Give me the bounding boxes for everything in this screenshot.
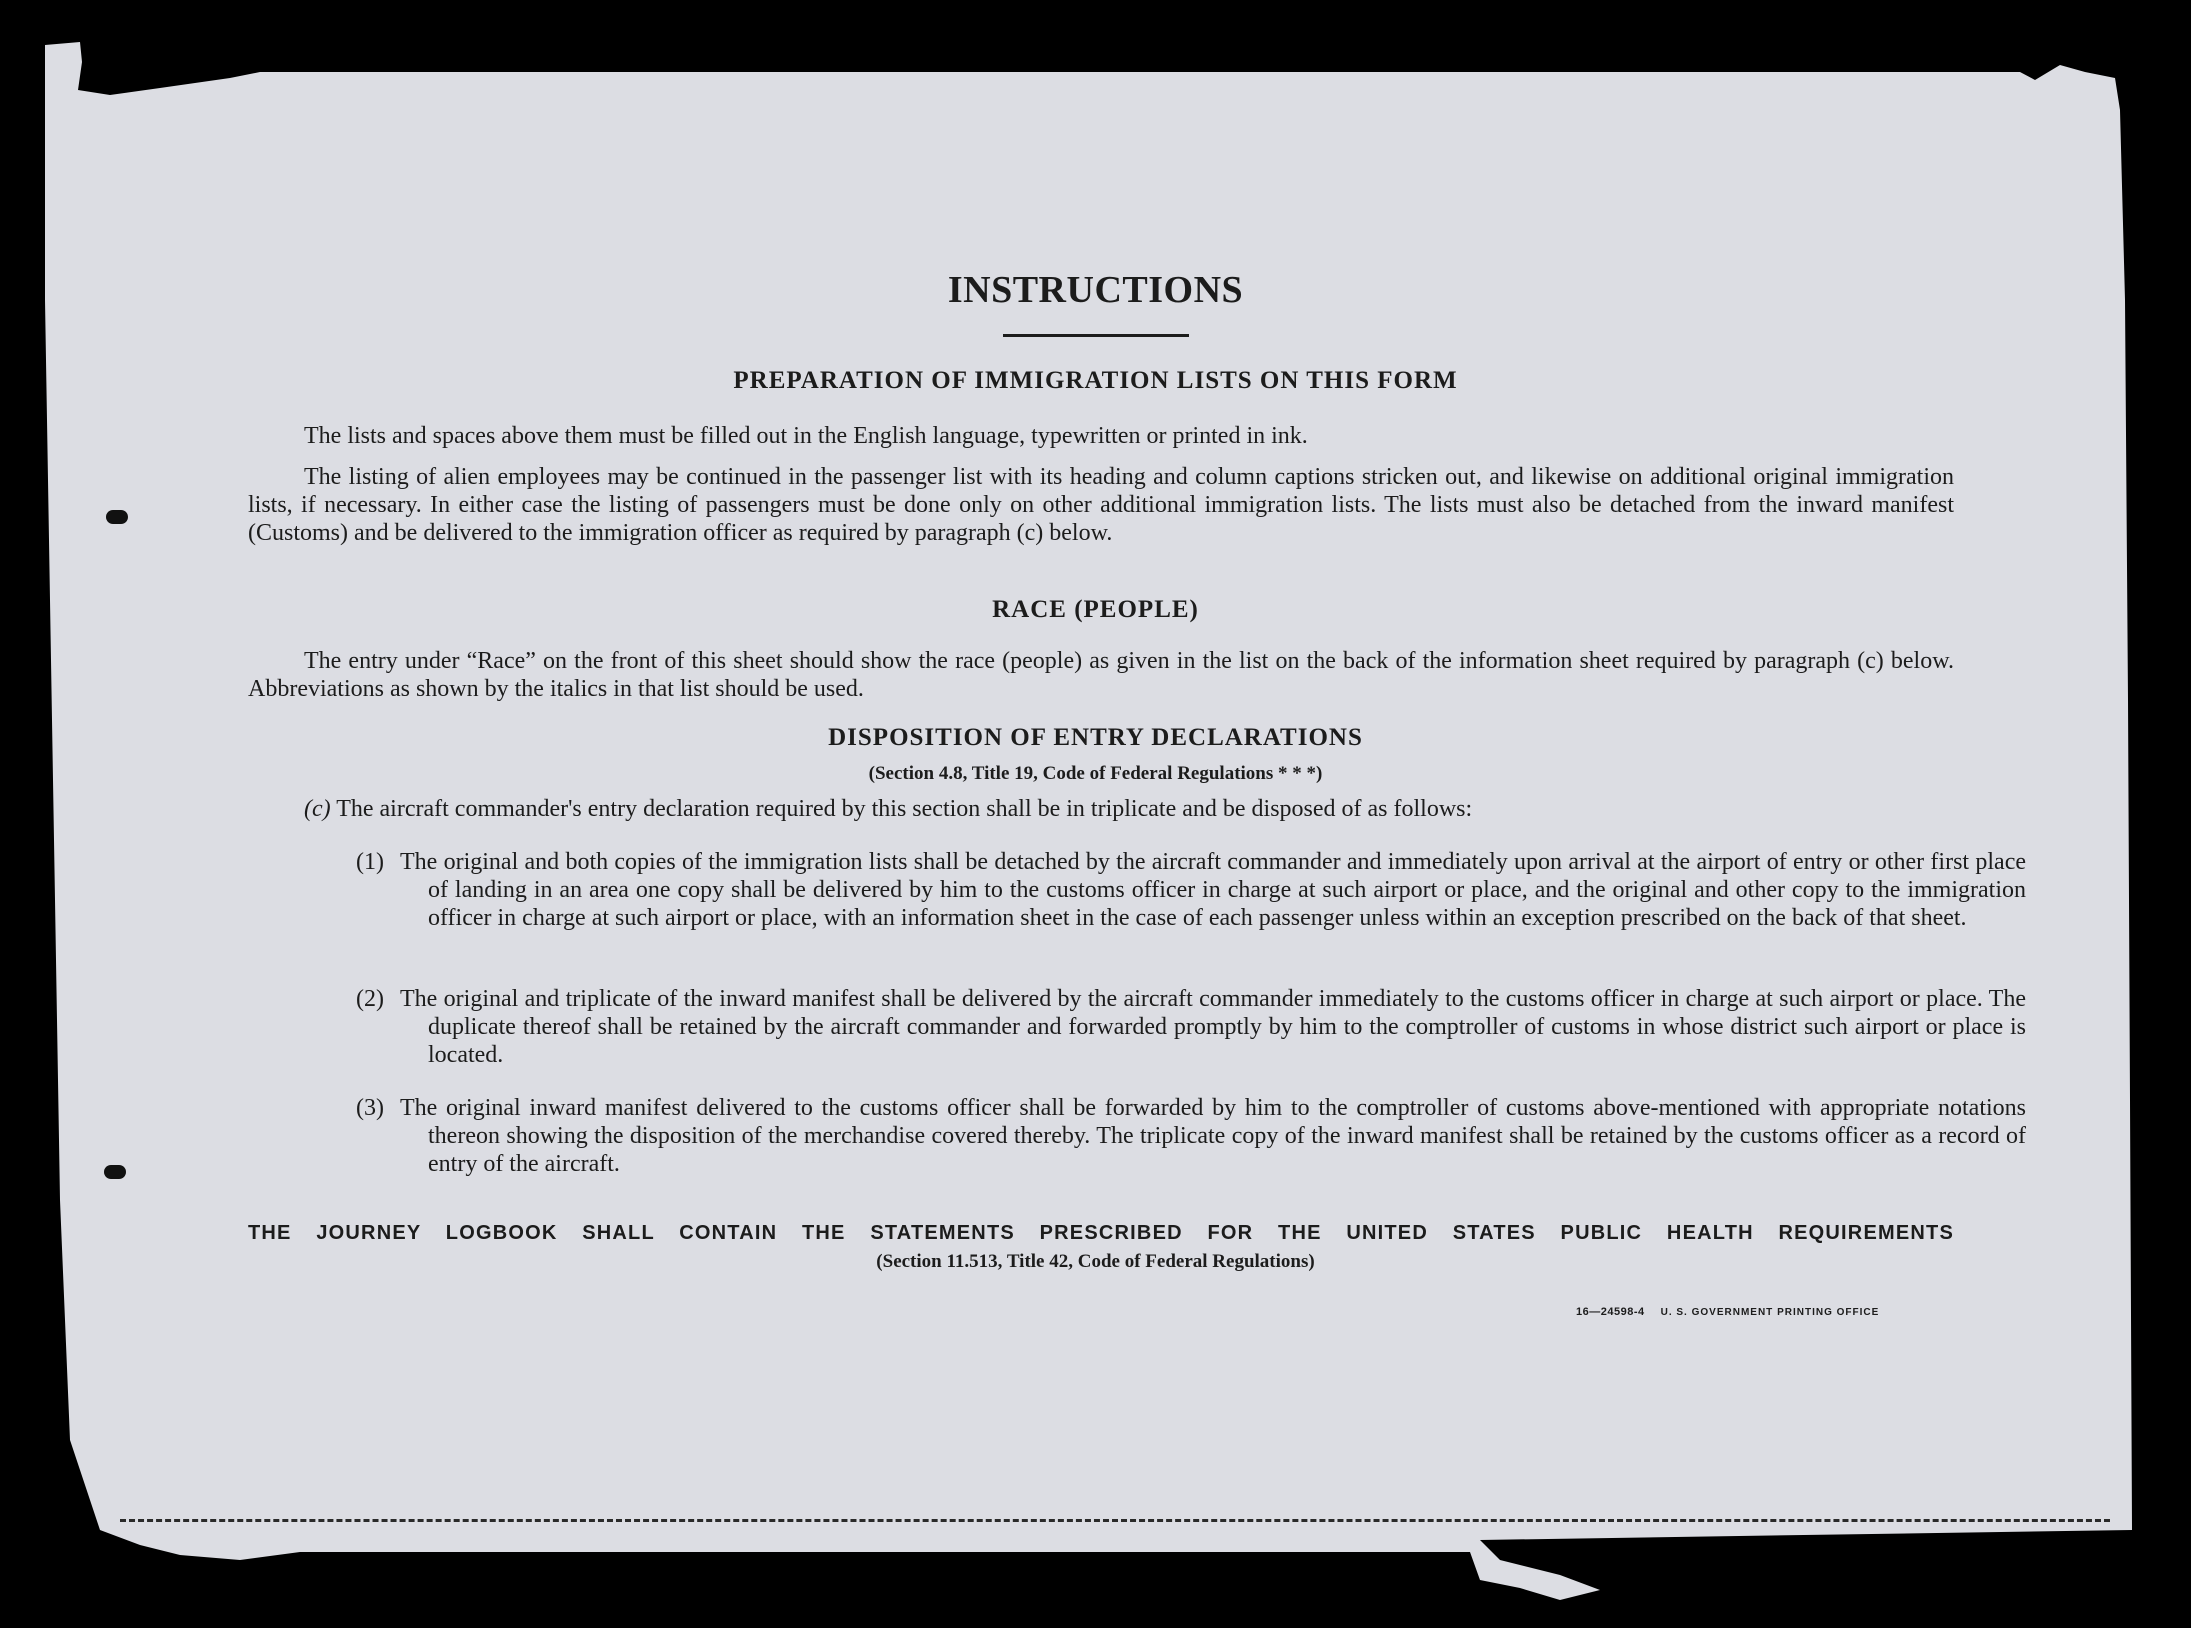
item-number: (1) bbox=[356, 849, 384, 875]
public-health-citation: (Section 11.513, Title 42, Code of Federal Regulations) bbox=[876, 1251, 1315, 1272]
printer-imprint bbox=[1576, 1306, 1879, 1318]
paragraph-race-entry: The entry under “Race” on the front of this sheet should show the race (people) as given in the list on the back of the information sheet required by paragraph (c) below. Abbreviations as shown by the italics in that list should be used. bbox=[248, 648, 1954, 702]
list-item bbox=[356, 985, 2026, 1069]
section-heading-disposition: DISPOSITION OF ENTRY DECLARATIONS bbox=[828, 724, 1363, 751]
item-text: The original and triplicate of the inward manifest shall be delivered by the aircraft commander immediately to the customs officer in charge at such airport or place. The duplicate thereof shall be retained by the aircraft commander and forwarded promptly by him to the comptroller of customs in whose district such airport or place is located. bbox=[400, 986, 2026, 1068]
disposition-citation: (Section 4.8, Title 19, Code of Federal Regulations * * *) bbox=[868, 763, 1323, 784]
punch-hole-mark bbox=[104, 1165, 126, 1179]
list-item bbox=[356, 848, 2026, 932]
printer-name: U. S. GOVERNMENT PRINTING OFFICE bbox=[1660, 1307, 1880, 1318]
section-heading-preparation: PREPARATION OF IMMIGRATION LISTS ON THIS FORM bbox=[733, 367, 1458, 394]
public-health-statement: THE JOURNEY LOGBOOK SHALL CONTAIN THE STATEMENTS PRESCRIBED FOR THE UNITED STATES PUBLIC HEALTH REQUIREMENTS bbox=[248, 1222, 1954, 1244]
item-number: (3) bbox=[356, 1095, 384, 1121]
clause-c-text: The aircraft commander's entry declaration required by this section shall be in triplicate and be disposed of as follows: bbox=[336, 796, 1473, 822]
title-underline bbox=[1003, 334, 1189, 337]
section-heading-race: RACE (PEOPLE) bbox=[992, 596, 1199, 623]
document-title: INSTRUCTIONS bbox=[947, 269, 1244, 311]
clause-c bbox=[304, 795, 1472, 823]
perforation-line bbox=[120, 1519, 2110, 1522]
item-text: The original and both copies of the immigration lists shall be detached by the aircraft commander and immediately upon arrival at the airport of entry or other first place of landing in an area one copy shall be delivered by him to the customs officer in charge at such airport or place, and the original and other copy to the immigration officer in charge at such airport or place, with an information sheet in the case of each passenger unless within an exception prescribed on the back of that sheet. bbox=[400, 849, 2026, 931]
clause-c-label: (c) bbox=[304, 796, 331, 822]
item-number: (2) bbox=[356, 986, 384, 1012]
item-text: The original inward manifest delivered to the customs officer shall be forwarded by him to the comptroller of customs above-mentioned with appropriate notations thereon showing the disposition of the merchandise covered thereby. The triplicate copy of the inward manifest shall be retained by the customs officer as a record of entry of the aircraft. bbox=[400, 1095, 2026, 1177]
list-item bbox=[356, 1094, 2026, 1178]
punch-hole-mark bbox=[106, 510, 128, 524]
paragraph-english-language: The lists and spaces above them must be filled out in the English language, typewritten or printed in ink. bbox=[304, 423, 1308, 449]
paragraph-alien-employees: The listing of alien employees may be continued in the passenger list with its heading and column captions stricken out, and likewise on additional original immigration lists, if necessary. In either case the listing of passengers must be done only on other additional immigration lists. The lists must also be detached from the inward manifest (Customs) and be delivered to the immigration officer as required by paragraph (c) below. bbox=[248, 464, 1954, 546]
form-number: 16—24598-4 bbox=[1576, 1306, 1645, 1318]
